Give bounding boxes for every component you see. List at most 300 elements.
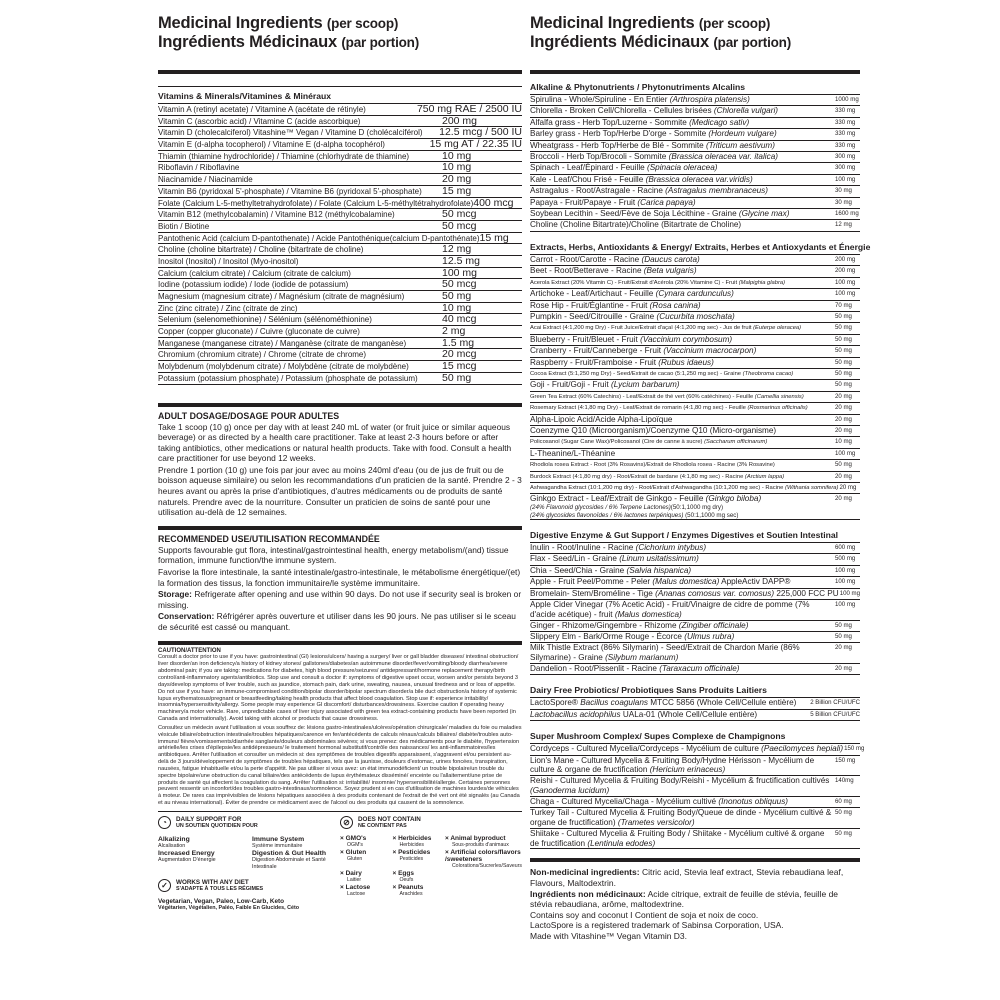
ingredient-label: Rosemary Extract (4:1,80 mg Dry) - Leaf/Extrait de romarin (4:1,80 mg sec) - Feuille xyxy=(530,405,748,412)
ingredient-label: Cranberry - Fruit/Canneberge - Fruit xyxy=(530,346,664,356)
does-not-contain-item xyxy=(392,835,441,849)
vitamin-amount: 10 mg xyxy=(442,301,472,314)
ingredient-name xyxy=(530,289,834,299)
vitamin-amount: 50 mg xyxy=(442,371,472,384)
ingredient-name xyxy=(530,437,834,447)
ingredient-label: Flax - Seed/Lin - Graine xyxy=(530,554,620,564)
vitamin-name: Copper (copper gluconate) / Cuivre (gluconate de cuivre) xyxy=(158,327,360,337)
vitamins-header: Vitamins & Minerals/Vitamines & Minéraux xyxy=(158,87,522,104)
ingredient-label: Reishi - Cultured Mycelia & Fruiting Body/Reishi - Mycélium & fructification cultivés xyxy=(530,776,830,786)
daily-support-en: Increased Energy xyxy=(158,850,215,857)
ingredient-amount: 140mg xyxy=(835,777,854,785)
ingredient-row xyxy=(530,756,860,777)
does-not-contain-grid xyxy=(340,835,522,898)
daily-support-item xyxy=(252,836,340,850)
ingredient-label: Apple - Fruit Peel/Pomme - Peler xyxy=(530,577,653,587)
ingredient-name xyxy=(530,175,834,185)
nonmed-section xyxy=(530,867,860,941)
ingredient-row xyxy=(530,494,860,520)
does-not-contain-item xyxy=(340,884,389,898)
ingredient-latin: (Brassica oleracea var.viridis) xyxy=(645,174,753,184)
ingredient-latin: (Astragalus membranaceus) xyxy=(665,186,768,196)
ingredient-latin: (Malus domestica) xyxy=(652,577,720,587)
ingredient-name xyxy=(530,744,843,754)
nonmed-rule xyxy=(530,858,860,862)
does-not-contain-title: DOES NOT CONTAIN xyxy=(358,816,421,823)
ingredient-latin: (Ganoderma lucidum) xyxy=(530,786,610,796)
ingredient-amount: 50 mg xyxy=(835,621,852,629)
ingredient-label: Ginkgo Extract - Leaf/Extrait de Ginkgo - Feuille xyxy=(530,494,706,504)
dosage-en: Take 1 scoop (10 g) once per day with at least 240 mL of water (or fruit juice or similar aqueous beverage) or as directed by a health care practitioner. Take at least 2-3 hours before or after taking antibiotics, other medications or natural health products. Take with food. Consult a health care practitioner for use beyond 12 weeks. xyxy=(158,421,512,464)
does-not-contain-item xyxy=(340,835,389,849)
ingredient-label: Artichoke - Leaf/Artichaut - Feuille xyxy=(530,289,656,299)
ingredient-label: Pumpkin - Seed/Citrouille - Graine xyxy=(530,311,657,321)
x-icon: × xyxy=(392,884,399,891)
ingredient-amount: 100 mg xyxy=(835,278,856,286)
dnc-fr: Laitier xyxy=(347,877,362,883)
daily-support-fr: Système immunitaire xyxy=(252,843,303,849)
x-icon: × xyxy=(340,884,346,891)
ingredient-row xyxy=(530,278,860,289)
ingredient-latin: (Medicago sativ) xyxy=(689,117,750,127)
vitamin-amount: 12 mg xyxy=(442,243,472,256)
nonmed-fr: Ingrédients non médicinaux: Acide citrique, extrait de feuille de stévia, feuille de stévia rebaudiana, arôme, maltodextrine. xyxy=(530,888,839,910)
does-not-contain-item xyxy=(445,884,522,898)
dnc-en: GMO's xyxy=(345,835,367,842)
ingredient-amount: 50 mg xyxy=(835,633,852,641)
ingredient-label: Alpha-Lipoic Acid/Acide Alpha-Lipoïque xyxy=(530,414,673,424)
ingredient-row xyxy=(530,426,860,437)
vitamin-amount: 1.5 mg xyxy=(442,336,475,349)
vitamin-amount: 750 mg RAE / 2500 IU xyxy=(416,103,522,115)
ingredient-name xyxy=(530,554,834,564)
ingredient-name xyxy=(530,186,834,196)
ingredient-name xyxy=(530,621,834,631)
ingredient-label: Spinach - Leaf/Épinard - Feuille xyxy=(530,163,647,173)
ingredient-latin: (Arctium lappa) xyxy=(744,473,785,480)
ingredient-label: Bromelain- Stem/Broméline - Tige xyxy=(530,588,656,598)
ingredient-amount: 100 mg xyxy=(835,290,856,298)
ingredient-name xyxy=(530,163,834,173)
ingredient-amount: 1600 mg xyxy=(835,210,859,218)
ingredient-name xyxy=(530,632,834,642)
ingredient-name xyxy=(530,358,834,368)
ingredient-amount: 20 mg xyxy=(835,404,852,412)
badges-section xyxy=(158,811,522,912)
ingredient-name xyxy=(530,392,834,402)
ingredient-label: L-Theanine/L-Théanine xyxy=(530,448,616,458)
ingredient-label: Slippery Elm - Bark/Orme Rouge - Écorce xyxy=(530,632,685,642)
use-section xyxy=(158,534,522,633)
vitamin-row xyxy=(158,314,522,326)
vitamin-amount: 15 mg xyxy=(479,231,509,244)
daily-support-en: Alkalizing xyxy=(158,836,190,843)
ingredient-latin: (Taraxacum officinale) xyxy=(659,664,740,674)
ingredient-amount: 50 mg xyxy=(835,829,852,837)
vitamin-name: Vitamin B12 (methylcobalamin) / Vitamine B12 (méthylcobalamine) xyxy=(158,210,395,220)
ingredient-note-italic: (24% glycosides flavonoïdes / 6% lactones terpéniques) xyxy=(530,511,684,519)
vitamin-row xyxy=(158,373,522,385)
vitamin-name: Thiamin (thiamine hydrochloride) / Thiamine (chlorhydrate de thiamine) xyxy=(158,151,410,161)
ingredient-note xyxy=(530,504,834,511)
ingredient-note-text: (50:1,1000 mg dry) xyxy=(670,504,724,512)
ingredient-label: Carrot - Root/Carotte - Racine xyxy=(530,254,642,264)
vitamin-name: Magnesium (magnesium citrate) / Magnésium (citrate de magnésium) xyxy=(158,292,405,301)
daily-support-fr: Alcalisation xyxy=(158,843,186,849)
ingredient-row xyxy=(530,403,860,414)
vitamin-amount: 12.5 mcg / 500 IU xyxy=(439,126,522,139)
ingredient-latin: (Trametes versicolor) xyxy=(617,818,695,828)
left-panel xyxy=(158,14,522,912)
ingredient-row xyxy=(530,664,860,675)
dosage-title: ADULT DOSAGE/DOSAGE POUR ADULTES xyxy=(158,410,340,421)
ingredient-row xyxy=(530,255,860,266)
ingredient-name xyxy=(530,369,834,379)
ingredient-amount: 600 mg xyxy=(835,544,856,552)
ingredient-amount: 20 mg xyxy=(835,415,852,423)
ingredient-name xyxy=(530,472,834,482)
dnc-fr: Sous-produits d'animaux xyxy=(451,842,509,848)
ingredient-label: Barley grass - Herb Top/Herbe D'orge - Sommite xyxy=(530,129,709,139)
ingredient-row xyxy=(530,543,860,554)
daily-support-en: Immune System xyxy=(252,836,305,843)
ingredient-name xyxy=(530,494,834,519)
ingredient-label: Policosanol (Sugar Cane Wax)/Policosanol (Cire de canne à sucre) xyxy=(530,439,705,446)
dnc-en: Eggs xyxy=(398,870,414,877)
ingredient-amount: 100 mg xyxy=(835,449,856,457)
ingredient-amount: 100 mg xyxy=(835,566,856,574)
ingredient-label: Cocoa Extract (5:1,250 mg Dry) - Seed/Extrait de cacao (5:1,250 mg sec) - Graine xyxy=(530,370,743,377)
ingredient-latin: (Carica papaya) xyxy=(637,197,696,207)
x-icon: × xyxy=(392,835,399,842)
ingredient-amount: 50 mg xyxy=(835,324,852,332)
dnc-fr: Herbicides xyxy=(399,842,424,848)
left-title-fr: Ingrédients Médicinaux (par portion) xyxy=(158,33,420,51)
ingredient-amount: 330 mg xyxy=(835,130,856,138)
vitamin-amount: 12.5 mg xyxy=(442,254,480,267)
daily-support-item xyxy=(158,850,246,871)
ingredient-amount: 50 mg xyxy=(835,347,852,355)
ingredient-label: Chlorella - Broken Cell/Chlorella - Cellules brisées xyxy=(530,106,714,116)
ingredient-amount: 200 mg xyxy=(835,267,856,275)
ingredient-amount: 200 mg xyxy=(835,255,856,263)
ingredient-name xyxy=(530,335,834,345)
caution-title: CAUTION/ATTENTION xyxy=(158,647,221,654)
storage-text: Storage: Refrigerate after opening and use within 90 days. Do not use if security seal is broken or missing. xyxy=(158,589,522,610)
ingredient-name xyxy=(530,346,834,356)
ingredient-name xyxy=(530,710,806,720)
vitamin-amount: 2 mg xyxy=(442,325,466,338)
ingredient-row xyxy=(530,392,860,403)
ingredient-amount: 50 mg xyxy=(835,335,852,343)
right-title-rule xyxy=(530,70,860,74)
ingredient-extra: MTCC 5856 (Whole Cell/Cellule entière) xyxy=(648,698,797,708)
vitashine-text: Made with Vitashine™ Vegan Vitamin D3. xyxy=(530,931,688,942)
ingredient-amount: 50 mg xyxy=(835,312,852,320)
ingredient-row xyxy=(530,566,860,577)
ingredient-amount: 20 mg xyxy=(839,484,857,491)
ingredient-row xyxy=(530,198,860,209)
ingredient-row xyxy=(530,106,860,117)
ingredient-amount: 70 mg xyxy=(835,301,852,309)
ingredient-amount: 500 mg xyxy=(835,555,856,563)
ingredient-amount: 100 mg xyxy=(835,601,856,609)
ingredient-amount: 100 mg xyxy=(835,175,856,183)
ingredient-name xyxy=(530,643,834,663)
ingredient-row xyxy=(530,312,860,323)
ingredient-name xyxy=(530,566,834,576)
ingredient-amount: 300 mg xyxy=(835,153,856,161)
ingredient-label: Rose Hip - Fruit/Églantine - Fruit xyxy=(530,300,650,310)
ingredient-latin: (Lentinula edodes) xyxy=(587,838,656,848)
ingredient-latin: (Malus domestica) xyxy=(614,609,682,619)
vitamin-name: Vitamin B6 (pyridoxal 5'-phosphate) / Vitamine B6 (pyridoxal 5'-phosphate) xyxy=(158,186,422,196)
dnc-fr: Gluten xyxy=(347,856,363,862)
dnc-fr: Oeufs xyxy=(399,877,414,883)
ingredient-row xyxy=(530,797,860,808)
ingredient-name xyxy=(530,543,834,553)
ingredient-row xyxy=(530,472,860,483)
ingredient-amount: 60 mg xyxy=(835,797,852,805)
vitamin-amount: 20 mcg xyxy=(442,348,477,361)
dnc-en: Peanuts xyxy=(398,884,424,891)
vitamin-row xyxy=(158,326,522,338)
ingredient-name xyxy=(530,152,834,162)
ingredient-amount: 30 mg xyxy=(835,187,852,195)
ingredient-row xyxy=(530,358,860,369)
ingredient-amount: 20 mg xyxy=(835,495,852,503)
dnc-fr: Arachides xyxy=(399,891,423,897)
vitamin-name: Vitamin D (cholecalciferol) Vitashine™ Vegan / Vitamine D (cholécalciférol) xyxy=(158,128,423,138)
ingredient-row xyxy=(530,437,860,448)
ingredient-row xyxy=(530,577,860,588)
ingredient-name xyxy=(530,118,834,128)
vitamin-name: Niacinamide / Niacinamide xyxy=(158,175,253,185)
dnc-fr: Colorations/Sucrerles/Saveurs xyxy=(451,863,522,869)
vitamin-name: Folate (Calcium L-5-methyltetrahydrofolate) / Folate (Calcium L-5-méthyltétrahydrofolate) xyxy=(158,198,474,208)
use-fr: Favorise la flore intestinale, la santé intestinale/gastro-intestinale, le métabolisme énergétique/(et) la formation des tissus, la fonction immunitaire/le système immunitaire. xyxy=(158,567,521,588)
section-header: Alkaline & Phytonutrients / Phytonutriments Alcalins xyxy=(530,78,860,95)
ingredient-name xyxy=(530,129,834,139)
vitamin-amount: 100 mg xyxy=(442,266,478,279)
ingredient-amount: 20 mg xyxy=(835,426,852,434)
ingredient-name xyxy=(530,95,834,105)
dnc-en: Herbicides xyxy=(398,835,432,842)
ingredient-label: Astragalus - Root/Astragale - Racine xyxy=(530,186,666,196)
x-icon: × xyxy=(392,849,399,856)
ingredient-label: Chaga - Cultured Mycelia/Chaga - Mycélium cultivé xyxy=(530,796,719,806)
ingredient-name xyxy=(530,776,834,796)
ingredient-label: Shiitake - Cultured Mycelia & Fruiting Body / Shiitake - Mycélium cultivé & organe de fructification xyxy=(530,828,825,848)
ingredient-note-text: (50:1,1000 mg sec) xyxy=(683,511,739,519)
ingredient-name xyxy=(530,323,834,333)
vitamin-amount: 15 mg xyxy=(442,184,472,197)
ingredient-row xyxy=(530,744,865,755)
does-not-contain-block: ⊘ DOES NOT CONTAIN NE CONTIENT PAS × GMO's OGM's × Herbicides Herbicides × Animal byproduct Sous-produits d'animaux × Gluten Gluten × Pesticides Pesticides × Artificial colors/flavors /sweeteners Colorations/Sucrerles/Saveurs × Dairy Laitier × Eggs Oeufs × Lactose Lactose × Peanuts Arachides xyxy=(340,816,522,897)
vitamin-name: Molybdenum (molybdenum citrate) / Molybdène (citrate de molybdène) xyxy=(158,362,409,372)
daily-support-fr: Digestion Abdominale et Santé Intestinale xyxy=(252,857,326,870)
ingredient-row xyxy=(530,118,860,129)
vitamin-name: Calcium (calcium citrate) / Calcium (citrate de calcium) xyxy=(158,268,351,278)
ingredient-name xyxy=(530,589,839,599)
ingredient-amount: 50 mg xyxy=(835,369,852,377)
x-icon: × xyxy=(340,835,346,842)
ingredient-name xyxy=(530,426,834,436)
vitamin-name: Inositol (Inositol) / Inositol (Myo-inositol) xyxy=(158,256,299,266)
vitamin-name: Vitamin E (d-alpha tocopherol) / Vitamine E (d-alpha tocophérol) xyxy=(158,140,385,150)
dnc-fr: Lactose xyxy=(347,891,366,897)
ingredient-label: Coenzyme Q10 (Microorganism)/Coenzyme Q10 (Micro-organisme) xyxy=(530,425,777,435)
ingredient-label: Burdock Extract (4:1,80 mg dry) - Root/Extrait de bardane (4:1,80 mg sec) - Racine xyxy=(530,473,745,480)
ingredient-row xyxy=(530,289,860,300)
ingredient-latin: (Vaccinium corymbosum) xyxy=(640,334,733,344)
ingredient-name xyxy=(530,460,834,470)
right-panel xyxy=(530,14,871,942)
does-not-contain-item xyxy=(340,849,389,870)
ingredient-latin: (Lycium barbarum) xyxy=(610,380,680,390)
ingredient-label: Dandelion - Root/Pissenlit - Racine xyxy=(530,664,660,674)
ingredient-amount: 100 mg xyxy=(835,578,856,586)
ingredient-amount: 150 mg xyxy=(835,756,856,764)
vitamin-amount: 50 mcg xyxy=(442,219,477,232)
ingredient-label: Rhodiola rosea Extract - Root (3% Rosavins)/Extrait de Rhodiola rosea - Racine (3% Rosavine) xyxy=(530,462,775,469)
ingredient-latin: (Triticum aestivum) xyxy=(705,140,775,150)
vitamin-name: Chromium (chromium citrate) / Chrome (citrate de chrome) xyxy=(158,350,367,360)
ingredient-label: Choline (Choline Bitartrate)/Choline (Bitartrate de Choline) xyxy=(530,220,742,230)
ingredient-name xyxy=(530,106,834,116)
ingredient-row xyxy=(530,346,860,357)
ingredient-name xyxy=(530,266,834,276)
x-icon: × xyxy=(392,870,399,877)
ingredient-row xyxy=(530,335,860,346)
vitamin-name: Vitamin C (ascorbic acid) / Vitamine C (acide ascorbique) xyxy=(158,116,361,126)
ingredient-label: Apple Cider Vinegar (7% Acetic Acid) - Fruit/Vinaigre de cidre de pomme (7% d'acide acétique) - fruit xyxy=(530,600,810,619)
ingredient-row xyxy=(530,808,860,829)
dnc-en: Artificial colors/flavors /sweeteners xyxy=(444,849,521,863)
section-header: Extracts, Herbs, Antioxidants & Energy/ Extraits, Herbes et Antioxydants et Énergie xyxy=(530,238,860,255)
vitamin-amount: 200 mg xyxy=(442,114,478,127)
x-icon: × xyxy=(340,870,346,877)
does-not-contain-item xyxy=(445,870,522,884)
daily-support-item xyxy=(158,836,246,850)
section-header: Digestive Enzyme & Gut Support / Enzymes Digestives et Soutien Intestinal xyxy=(530,526,860,543)
daily-support-title: DAILY SUPPORT FOR xyxy=(176,816,242,823)
ingredient-label: Papaya - Fruit/Papaye - Fruit xyxy=(530,197,638,207)
ingredient-row xyxy=(530,460,860,471)
ingredient-latin: (Arthrospira platensis) xyxy=(669,95,750,104)
daily-support-item xyxy=(252,850,340,871)
ingredient-label: Beet - Root/Betterave - Racine xyxy=(530,266,644,276)
ingredient-row xyxy=(530,163,860,174)
ingredient-row xyxy=(530,632,860,643)
ingredient-note xyxy=(530,512,834,519)
ingredient-name xyxy=(530,220,834,230)
ingredient-latin: (Euterpe oleracea) xyxy=(753,325,802,332)
ingredient-amount: 50 mg xyxy=(835,461,852,469)
ingredient-amount: 100 mg xyxy=(839,589,861,597)
ingredient-latin: (Rubus idaeus) xyxy=(658,357,714,367)
vitamin-name: Riboflavin / Riboflavine xyxy=(158,163,240,173)
ingredient-label: Raspberry - Fruit/Framboise - Fruit xyxy=(530,357,659,367)
section-header: Dairy Free Probiotics/ Probiotiques Sans Produits Laitiers xyxy=(530,681,860,698)
vitamin-name: Selenium (selenomethionine) / Sélénium (sélénométhionine) xyxy=(158,315,372,325)
ingredient-label: Kale - Leaf/Chou Frisé - Feuille xyxy=(530,174,646,184)
dosage-section xyxy=(158,411,522,518)
check-icon: ✓ xyxy=(158,879,171,892)
vitamin-amount: 400 mcg xyxy=(473,196,514,209)
ingredient-latin: (Theobroma cacao) xyxy=(742,370,794,377)
ingredient-amount: 10 mg xyxy=(835,438,852,446)
ingredient-name xyxy=(530,577,834,587)
vitamin-row xyxy=(158,139,522,151)
vitamin-amount: 10 mg xyxy=(442,161,472,174)
ingredient-latin: Lactobacillus acidophilus xyxy=(530,709,621,719)
ingredient-row xyxy=(530,141,860,152)
ingredient-extra: 225,000 FCC PU xyxy=(774,588,839,598)
x-icon: × xyxy=(340,849,346,856)
section-header: Super Mushroom Complex/ Supes Complexe de Champignons xyxy=(530,727,860,744)
clock-icon: ◔ xyxy=(158,816,171,829)
ingredient-label: Acai Extract (4:1,200 mg Dry) - Fruit Juice/Extrait d'açaï (4:1,200 mg sec) - Jus de fruit xyxy=(530,325,754,332)
ingredient-amount: 330 mg xyxy=(835,118,856,126)
ingredient-latin: (Cichorium intybus) xyxy=(635,543,707,553)
dnc-en: Pesticides xyxy=(398,849,431,856)
ingredient-amount: 20 mg xyxy=(835,472,852,480)
ingredient-amount: 50 mg xyxy=(835,358,852,366)
ingredient-row xyxy=(530,554,860,565)
diet-list-en: Vegetarian, Vegan, Paleo, Low-Carb, Keto xyxy=(158,898,285,905)
ingredient-name xyxy=(530,483,838,493)
ingredient-label: Blueberry - Fruit/Bleuet - Fruit xyxy=(530,334,641,344)
vitamin-amount: 15 mg AT / 22.35 IU xyxy=(429,138,522,151)
vitamin-name: Pantothenic Acid (calcium D-pantothenate) / Acide Pantothénique(calcium D-pantothénate) xyxy=(158,233,480,243)
ingredient-amount: 20 mg xyxy=(835,392,852,400)
ingredient-row xyxy=(530,186,860,197)
ingredient-amount: 150 mg xyxy=(844,745,865,753)
ingredient-name xyxy=(530,198,834,208)
vitamin-amount: 20 mg xyxy=(442,173,472,186)
ingredient-row xyxy=(530,449,860,460)
ingredient-name xyxy=(530,301,834,311)
ingredient-latin: (Salvia hispanica) xyxy=(626,565,692,575)
ingredient-row xyxy=(530,600,860,621)
vitamin-name: Choline (choline bitartrate) / Choline (bitartrate de choline) xyxy=(158,245,364,255)
ingredient-latin: (Beta vulgaris) xyxy=(643,266,697,276)
ingredient-name xyxy=(530,255,834,265)
ingredient-row xyxy=(530,369,860,380)
vitamin-amount: 10 mg xyxy=(442,149,472,162)
ingredient-label: Goji - Fruit/Goji - Fruit xyxy=(530,380,611,390)
ingredient-latin: (Daucus carota) xyxy=(641,254,700,264)
dnc-en: Animal byproduct xyxy=(450,835,506,842)
ingredient-label: Acerola Extract (20% Vitamin C) - Fruit/Extrait d'Acérola (20% Vitamine C) - Fruit xyxy=(530,279,739,286)
ingredient-row xyxy=(530,483,860,494)
ingredient-latin: (Paecilomyces hepiali) xyxy=(761,744,844,754)
ingredient-latin: (Hericium erinaceus) xyxy=(649,765,726,775)
does-not-contain-item xyxy=(340,870,389,884)
daily-support-block: ◔ DAILY SUPPORT FOR UN SOUTIEN QUOTIDIEN POUR Alkalizing Alcalisation Immune System Système immunitaire Increased Energy Augmentation D'énergie Digestion & Gut Health Digestion Abdominale et Santé Intestinale ✓ WORKS WITH ANY DIET S'ADAPTE À TOUS LES RÉGIMES Vegetarian, Vegan, Paleo, Low-Carb, Keto Végétarien, Végétalien, Paléo, Faible En Glucides, Céto xyxy=(158,816,340,912)
ingredient-label: Spirulina - Whole/Spiruline - En Entier xyxy=(530,95,670,104)
ingredient-label: Inulin - Root/Inuline - Racine xyxy=(530,543,636,553)
caution-en: Consult a doctor prior to use if you have: gastrointestinal (GI) lesions/ulcers/ having a surgery/ liver or gall bladder diseases/ intestinal obstruction/ liver disorder/an iron deficiency/a history of kidney stones/ gallstones/diabetes/an autoimmune disorder/fever/vomiting/bloody diarrhea/severe abdominal pain; if you are taking: medications for diabetes, high blood pressure/seizures/ antidepressant/hormone replacement therapy/birth control/anti-inflammatory agents/antibiotics. Stop use and consult a doctor if: symptoms of digestive upset occur, worsen and/or persists beyond 3 days/develop symptoms of liver trouble, such as jaundice, stomach pain, dark urine, sweating, nausea, unusual tiredness and or loss of appetite. Do not use if you have: an immune-compromised condition/bipolar disorder/bipolar spectrum disorder/a bile duct obstruction/a history of systemic lupus erythematosus/pregnant or breastfeeding/taking health products that affect blood coagulation. Stop use if: experience irritability/ insomnia/hypersensitivity/allergy. Some people may experience GI discomfort/ disturbances/drowsiness. Exercise caution if operating heavy machinery/a motor vehicle. Rare, unpredictable cases of liver injury associated with green tea extract-containing products have been reported (in Canada and internationally). Avoid taking with alcohol or products that cause drowsiness. xyxy=(158,654,519,723)
ingredient-row xyxy=(530,209,860,220)
ingredient-name xyxy=(530,797,834,807)
ingredient-row xyxy=(530,266,860,277)
ingredient-amount: 50 mg xyxy=(835,809,852,817)
right-title-en: Medicinal Ingredients (per scoop) xyxy=(530,14,771,32)
right-title-fr: Ingrédients Médicinaux (par portion) xyxy=(530,33,792,51)
vitamin-row xyxy=(158,256,522,268)
